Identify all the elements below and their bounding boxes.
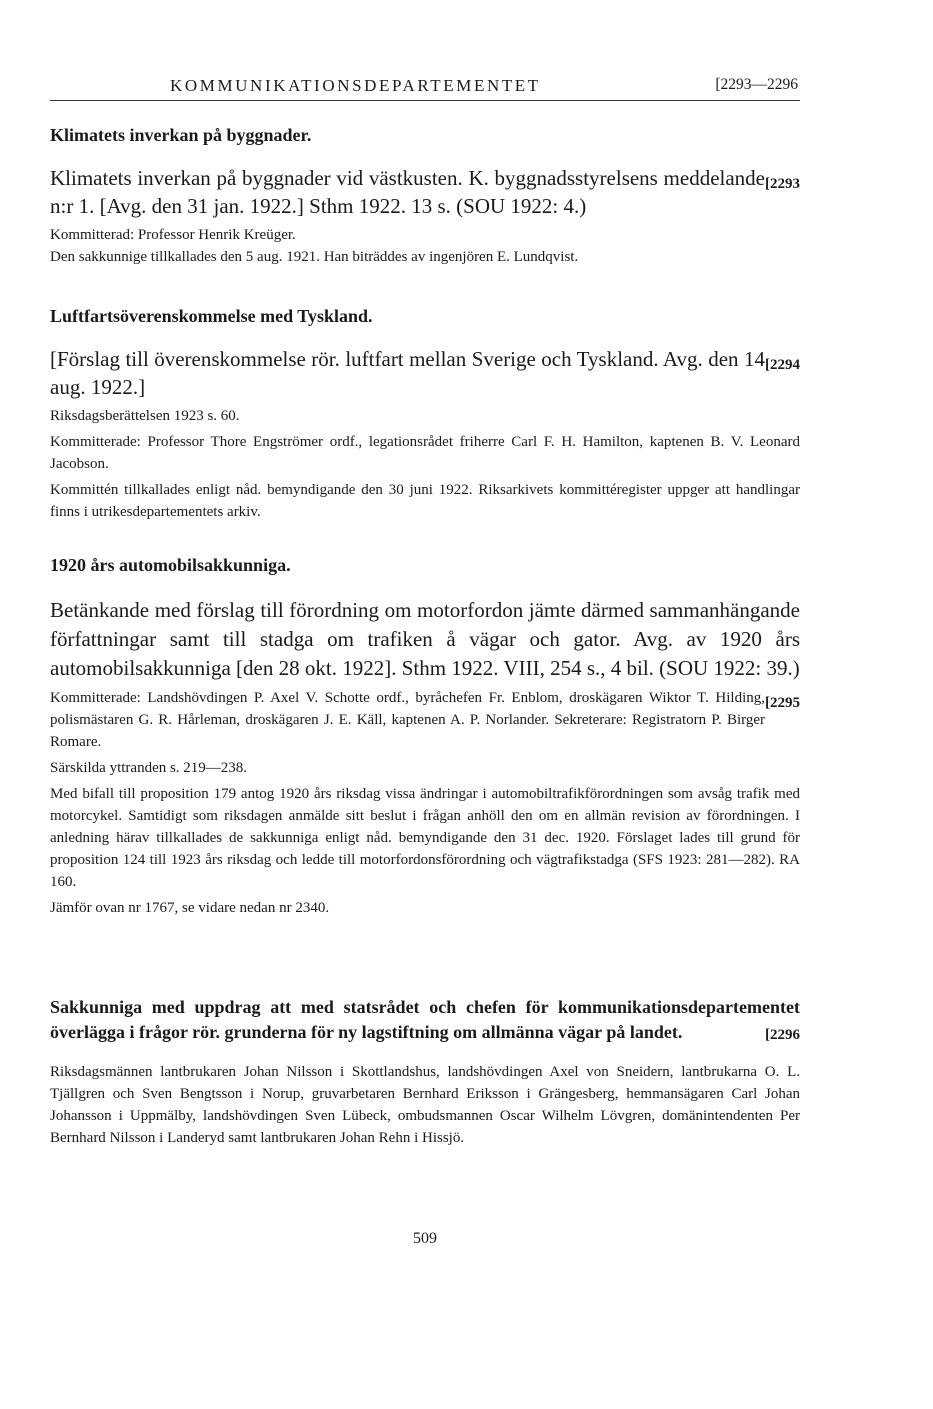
section-title: Klimatets inverkan på byggnader. <box>50 125 312 145</box>
document-page <box>50 60 800 1400</box>
cross-reference-note: Jämför ovan nr 1767, se vidare nedan nr 2340. <box>50 900 330 916</box>
committee-note: Kommitterade: Landshövdingen P. Axel V. Schotte ordf., byråchefen Fr. Enblom, droskägaren Wiktor T. Hilding, polismästaren G. R. Hårleman, droskägaren J. E. Käll, kaptenen A. P. Norlander. Sekreterare: Registratorn P. Birger Romare. <box>50 690 765 750</box>
entry-range: [2293—2296 <box>715 76 798 93</box>
work-title-text: [Förslag till överenskommelse rör. luftfart mellan Sverige och Tyskland. Avg. den 14 aug. 1922.] <box>50 347 765 399</box>
section-2294 <box>50 303 800 523</box>
work-title <box>50 596 800 711</box>
entry-number: [2296 <box>765 1027 800 1043</box>
committee-note: Kommitterade: Professor Thore Engströmer ordf., legationsrådet friherre Carl F. H. Hamilton, kaptenen B. V. Leonard Jacobson. <box>50 434 800 472</box>
section-2295 <box>50 552 800 919</box>
dissent-note: Särskilda yttranden s. 219—238. <box>50 760 248 776</box>
work-title-text: Klimatets inverkan på byggnader vid västkusten. K. byggnadsstyrelsens meddelande n:r 1. [Avg. den 31 jan. 1922.] Sthm 1922. 13 s. (SOU 1922: 4.) <box>50 166 765 218</box>
entry-number: [2293 <box>765 176 800 192</box>
page-number: 509 <box>413 1230 437 1247</box>
section-title: Luftfartsöverenskommelse med Tyskland. <box>50 306 373 326</box>
work-title <box>50 164 800 220</box>
work-title <box>50 345 800 401</box>
entry-number: [2295 <box>765 695 800 711</box>
background-note: Med bifall till proposition 179 antog 1920 års riksdag vissa ändringar i automobiltrafikförordningen som avsåg trafik med motorcykel. Samtidigt som riksdagen anmälde sitt beslut i frågan anhöll den om en allmän revision av förordningen. I anledning härav tillkallades de sakkunniga enligt nåd. bemyndigande den 31 dec. 1920. Förslaget lades till grund för proposition 124 till 1923 års riksdag och ledde till motorfordonsförordning och vägtrafikstadga (SFS 1923: 281—282). RA 160. <box>50 786 800 890</box>
entry-number: [2294 <box>765 357 800 373</box>
work-title-text: Betänkande med förslag till förordning om motorfordon jämte därmed sammanhängande författningar samt till stadga om trafiken å vägar och gator. Avg. av 1920 års automobilsakkunniga [den 28 okt. 1922]. Sthm 1922. VIII, 254 s., 4 bil. (SOU 1922: 39.) <box>50 598 800 680</box>
members-note: Riksdagsmännen lantbrukaren Johan Nilsson i Skottlandshus, landshövdingen Axel von Sneidern, lantbrukarna O. L. Tjällgren och Sven Bengtsson i Norup, gruvarbetaren Bernhard Eriksson i Grängesberg, hemmansägaren Carl Johan Johansson i Uppmälby, landshövdingen Sven Lübeck, ombudsmannen Oscar Wilhelm Lövgren, domänintendenten Per Bernhard Nilsson i Landeryd samt lantbrukaren Johan Rehn i Hissjö. <box>50 1064 800 1146</box>
reference-note: Riksdagsberättelsen 1923 s. 60. <box>50 408 240 424</box>
running-header <box>50 70 800 101</box>
section-2293 <box>50 122 800 268</box>
section-title <box>50 995 800 1045</box>
appointment-note: Kommittén tillkallades enligt nåd. bemyndigande den 30 juni 1922. Riksarkivets kommittéregister uppger att handlingar finns i utrikesdepartementets arkiv. <box>50 482 800 520</box>
section-title: 1920 års automobilsakkunniga. <box>50 555 291 575</box>
appointment-note: Den sakkunnige tillkallades den 5 aug. 1921. Han biträddes av ingenjören E. Lundqvist. <box>50 249 579 265</box>
section-title-text: Sakkunniga med uppdrag att med statsrådet och chefen för kommunikationsdepartementet överlägga i frågor rör. grunderna för ny lagstiftning om allmänna vägar på landet. <box>50 997 800 1042</box>
department-heading: KOMMUNIKATIONSDEPARTEMENTET <box>170 76 541 95</box>
committee-note: Kommitterad: Professor Henrik Kreüger. <box>50 227 296 243</box>
section-2296 <box>50 995 800 1149</box>
